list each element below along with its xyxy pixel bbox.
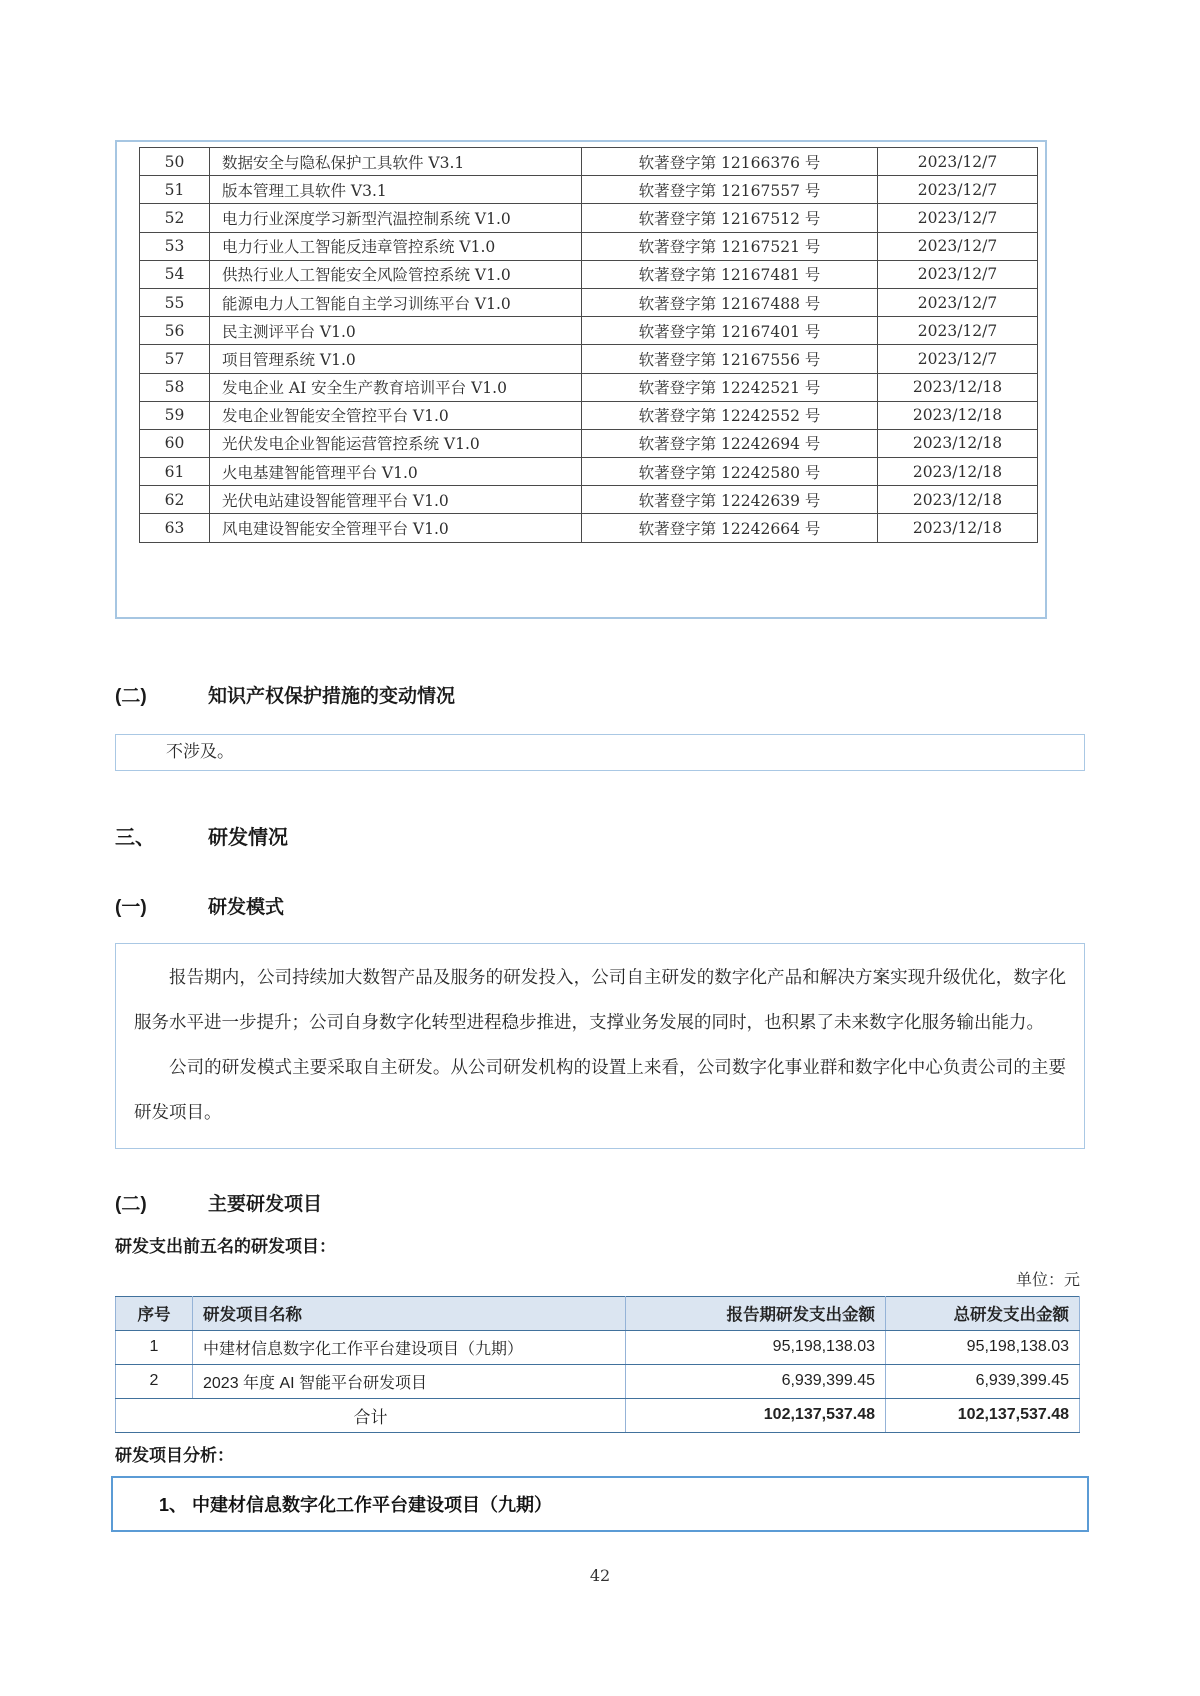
- table-row: [140, 514, 1038, 542]
- software-name: 电力行业深度学习新型汽温控制系统 V1.0: [210, 204, 582, 232]
- header-period-spend: 报告期研发支出金额: [626, 1296, 886, 1330]
- rd-analysis-label: 研发项目分析：: [115, 1445, 234, 1465]
- page-number: 42: [589, 1565, 611, 1585]
- registration-number: 软著登字第 12242639 号: [582, 486, 878, 514]
- total-spend-total: 102,137,537.48: [886, 1398, 1080, 1432]
- registration-date: 2023/12/7: [878, 148, 1038, 176]
- registration-number: 软著登字第 12242552 号: [582, 401, 878, 429]
- registration-date: 2023/12/7: [878, 288, 1038, 316]
- software-name: 发电企业 AI 安全生产教育培训平台 V1.0: [210, 373, 582, 401]
- row-number: 1: [116, 1330, 193, 1364]
- table-header-row: [116, 1296, 1080, 1330]
- row-number: 56: [140, 317, 210, 345]
- copyright-table-frame: [115, 140, 1047, 619]
- section-label: (二): [115, 685, 147, 707]
- row-number: 55: [140, 288, 210, 316]
- table-row: [140, 401, 1038, 429]
- row-number: 2: [116, 1364, 193, 1398]
- table-row: [116, 1330, 1080, 1364]
- not-applicable-box: [115, 734, 1085, 771]
- table-row: [140, 260, 1038, 288]
- software-name: 风电建设智能安全管理平台 V1.0: [210, 514, 582, 542]
- registration-number: 软著登字第 12242580 号: [582, 458, 878, 486]
- software-name: 发电企业智能安全管控平台 V1.0: [210, 401, 582, 429]
- table-row: [140, 486, 1038, 514]
- section-heading-rd-projects: [115, 1189, 1085, 1216]
- registration-date: 2023/12/7: [878, 345, 1038, 373]
- row-number: 53: [140, 232, 210, 260]
- section-heading-ip-change: [115, 681, 1085, 708]
- project-highlight-box: [111, 1476, 1089, 1532]
- software-name: 版本管理工具软件 V3.1: [210, 176, 582, 204]
- registration-date: 2023/12/18: [878, 429, 1038, 457]
- row-number: 62: [140, 486, 210, 514]
- row-number: 61: [140, 458, 210, 486]
- table-total-row: [116, 1398, 1080, 1432]
- section-heading-rd-mode: [115, 892, 1085, 919]
- header-project-name: 研发项目名称: [193, 1296, 626, 1330]
- table-row: [140, 345, 1038, 373]
- registration-number: 软著登字第 12167488 号: [582, 288, 878, 316]
- row-number: 57: [140, 345, 210, 373]
- section-label: (二): [115, 1193, 147, 1215]
- total-label: 合计: [116, 1398, 626, 1432]
- project-name: 2023 年度 AI 智能平台研发项目: [193, 1364, 626, 1398]
- registration-number: 软著登字第 12242521 号: [582, 373, 878, 401]
- software-name: 供热行业人工智能安全风险管控系统 V1.0: [210, 260, 582, 288]
- unit-label: 单位：元: [1015, 1269, 1080, 1289]
- registration-date: 2023/12/18: [878, 458, 1038, 486]
- row-number: 63: [140, 514, 210, 542]
- section-title: 研发情况: [208, 826, 288, 849]
- registration-date: 2023/12/7: [878, 176, 1038, 204]
- table-row: [140, 204, 1038, 232]
- registration-number: 软著登字第 12167481 号: [582, 260, 878, 288]
- paragraph: 公司的研发模式主要采取自主研发。从公司研发机构的设置上来看，公司数字化事业群和数字化中心负责公司的主要研发项目。: [134, 1057, 1066, 1123]
- rd-mode-text-box: [115, 943, 1085, 1149]
- registration-number: 软著登字第 12242664 号: [582, 514, 878, 542]
- section-heading-rd: [115, 821, 1085, 850]
- project-name: 中建材信息数字化工作平台建设项目（九期）: [193, 1330, 626, 1364]
- registration-date: 2023/12/7: [878, 204, 1038, 232]
- registration-number: 软著登字第 12167557 号: [582, 176, 878, 204]
- total-spend: 6,939,399.45: [886, 1364, 1080, 1398]
- software-name: 光伏发电企业智能运营管控系统 V1.0: [210, 429, 582, 457]
- row-number: 51: [140, 176, 210, 204]
- registration-number: 软著登字第 12242694 号: [582, 429, 878, 457]
- registration-date: 2023/12/18: [878, 373, 1038, 401]
- section-title: 主要研发项目: [208, 1193, 323, 1215]
- software-name: 数据安全与隐私保护工具软件 V3.1: [210, 148, 582, 176]
- registration-number: 软著登字第 12167521 号: [582, 232, 878, 260]
- registration-date: 2023/12/18: [878, 514, 1038, 542]
- registration-number: 软著登字第 12166376 号: [582, 148, 878, 176]
- table-row: [140, 148, 1038, 176]
- software-name: 光伏电站建设智能管理平台 V1.0: [210, 486, 582, 514]
- registration-date: 2023/12/7: [878, 232, 1038, 260]
- registration-date: 2023/12/7: [878, 317, 1038, 345]
- software-name: 火电基建智能管理平台 V1.0: [210, 458, 582, 486]
- table-row: [140, 176, 1038, 204]
- rd-top5-subtitle: 研发支出前五名的研发项目：: [115, 1236, 336, 1256]
- section-title: 知识产权保护措施的变动情况: [208, 685, 456, 707]
- table-row: [140, 373, 1038, 401]
- table-row: [140, 429, 1038, 457]
- row-number: 59: [140, 401, 210, 429]
- table-row: [140, 317, 1038, 345]
- registration-date: 2023/12/18: [878, 401, 1038, 429]
- row-number: 50: [140, 148, 210, 176]
- table-row: [140, 288, 1038, 316]
- row-number: 52: [140, 204, 210, 232]
- registration-number: 软著登字第 12167556 号: [582, 345, 878, 373]
- registration-date: 2023/12/7: [878, 260, 1038, 288]
- software-name: 项目管理系统 V1.0: [210, 345, 582, 373]
- row-number: 60: [140, 429, 210, 457]
- section-title: 研发模式: [208, 896, 285, 918]
- table-row: [116, 1364, 1080, 1398]
- total-spend: 95,198,138.03: [886, 1330, 1080, 1364]
- section-label: (一): [115, 896, 147, 918]
- project-highlight-title: 1、 中建材信息数字化工作平台建设项目（九期）: [159, 1494, 553, 1515]
- period-spend-total: 102,137,537.48: [626, 1398, 886, 1432]
- table-row: [140, 458, 1038, 486]
- rd-spend-table: [115, 1296, 1080, 1433]
- table-row: [140, 232, 1038, 260]
- registration-number: 软著登字第 12167512 号: [582, 204, 878, 232]
- software-name: 民主测评平台 V1.0: [210, 317, 582, 345]
- registration-date: 2023/12/18: [878, 486, 1038, 514]
- paragraph: 报告期内，公司持续加大数智产品及服务的研发投入，公司自主研发的数字化产品和解决方案实现升级优化，数字化服务水平进一步提升；公司自身数字化转型进程稳步推进，支撑业务发展的同时，也积累了未来数字化服务输出能力。: [134, 967, 1066, 1033]
- period-spend: 95,198,138.03: [626, 1330, 886, 1364]
- not-applicable-text: 不涉及。: [166, 741, 234, 762]
- header-total-spend: 总研发支出金额: [886, 1296, 1080, 1330]
- copyright-table: [139, 147, 1038, 543]
- header-no: 序号: [116, 1296, 193, 1330]
- section-label: 三、: [115, 826, 155, 849]
- software-name: 电力行业人工智能反违章管控系统 V1.0: [210, 232, 582, 260]
- software-name: 能源电力人工智能自主学习训练平台 V1.0: [210, 288, 582, 316]
- row-number: 54: [140, 260, 210, 288]
- row-number: 58: [140, 373, 210, 401]
- registration-number: 软著登字第 12167401 号: [582, 317, 878, 345]
- period-spend: 6,939,399.45: [626, 1364, 886, 1398]
